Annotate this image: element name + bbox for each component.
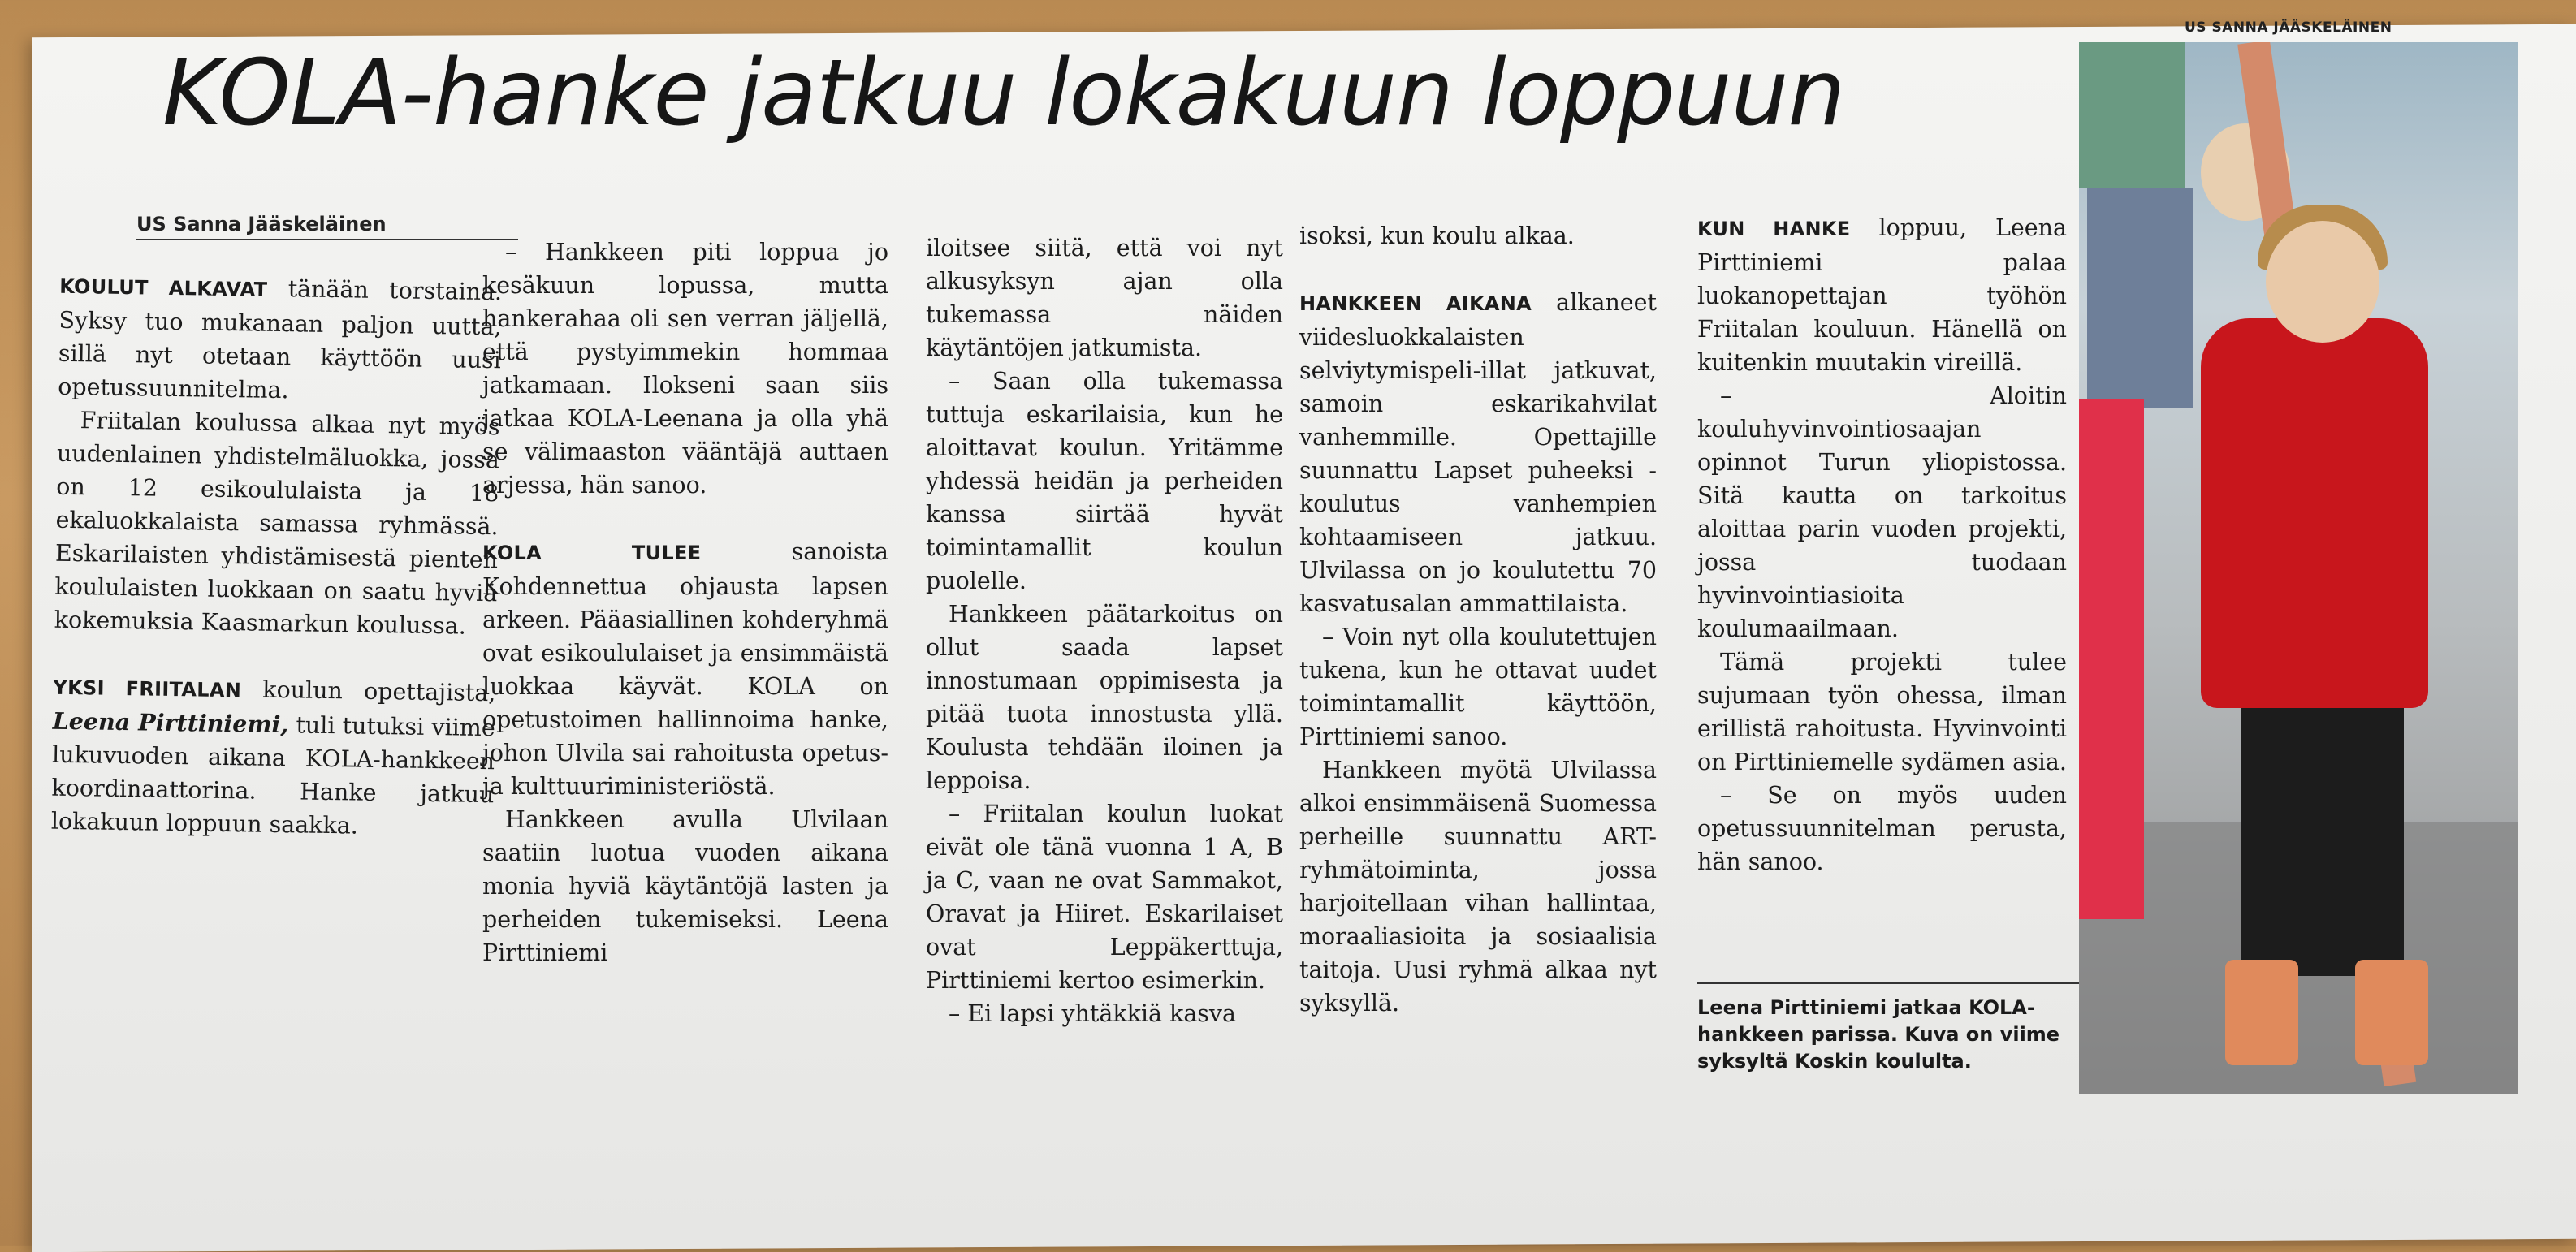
- caption-divider: [1697, 982, 2095, 984]
- paragraph: iloitsee siitä, että voi nyt alkusyksyn ajan olla tukemassa näiden käytäntöjen jatkumista.: [926, 235, 1283, 361]
- article-headline: KOLA-hanke jatkuu lokakuun loppuun: [162, 41, 1845, 146]
- article-column-4: [1299, 219, 1657, 1020]
- photo-woman-jacket: [2201, 318, 2428, 708]
- lead-in: KUN HANKE: [1697, 218, 1851, 240]
- paragraph-text: loppuu, Leena Pirttiniemi palaa luokanopettajan työhön Friitalan kouluun. Hänellä on kuitenkin muutakin vireillä.: [1697, 214, 2068, 376]
- photo-caption: Leena Pirttiniemi jatkaa KOLA-hankkeen parissa. Kuva on viime syksyltä Koskin koululta.: [1697, 996, 2060, 1073]
- article-column-2: [482, 235, 888, 969]
- paragraph: Tämä projekti tulee sujumaan työn ohessa, ilman erillistä rahoitusta. Hyvinvointi on Pirttiniemelle sydämen asia.: [1697, 649, 2067, 775]
- photo-boot-left: [2225, 960, 2298, 1065]
- photo-boot-right: [2355, 960, 2428, 1065]
- article-byline: US Sanna Jääskeläinen: [136, 213, 518, 240]
- paragraph-text: tänään torstaina. Syksy tuo mukanaan paljon uutta, sillä nyt otetaan käyttöön uusi opetussuunnitelma.: [57, 274, 503, 404]
- lead-in: HANKKEEN AIKANA: [1299, 292, 1532, 315]
- photo-woman-pants: [2241, 708, 2404, 976]
- paragraph: [482, 535, 888, 803]
- person-name: Leena Pirttiniemi,: [52, 706, 289, 739]
- paragraph: – Voin nyt olla koulutettujen tukena, kun he ottavat uudet toimintamallit käyttöön, Pirttiniemi sanoo.: [1299, 624, 1657, 750]
- paragraph: Hankkeen päätarkoitus on ollut saada lapset innostumaan oppimisesta ja pitää tuota innostusta yllä. Koulusta tehdään iloinen ja leppoisa.: [926, 601, 1283, 794]
- paragraph: Friitalan koulussa alkaa nyt myös uudenlainen yhdistelmäluokka, jossa on 12 esikoululaista ja 18 ekaluokkalaista samassa ryhmässä. Eskarilaisten yhdistämisestä pienten koululaisten luokkaan on saatu hyviä kokemuksia Kaasmarkun koulussa.: [54, 407, 500, 640]
- paragraph: [1299, 286, 1657, 620]
- paragraph-text: alkaneet viidesluokkalaisten selviytymispeli-illat jatkuvat, samoin eskarikahvilat vanhemmille. Opettajille suunnattu Lapset puheeksi -koulutus vanhempien kohtaamiseen jatkuu. Ulvilassa on jo koulutettu 70 kasvatusalan ammattilaista.: [1299, 289, 1657, 617]
- paragraph: isoksi, kun koulu alkaa.: [1299, 222, 1575, 249]
- lead-in: KOLA TULEE: [482, 542, 702, 564]
- article-photo: [2079, 42, 2518, 1094]
- paragraph: – Ei lapsi yhtäkkiä kasva: [949, 1000, 1237, 1027]
- photo-child-pants: [2087, 188, 2193, 408]
- lead-in: YKSI FRIITALAN: [53, 676, 242, 702]
- article-column-3: [926, 231, 1283, 1030]
- photo-credit: US SANNA JÄÄSKELÄINEN: [2185, 19, 2392, 36]
- paragraph: – Se on myös uuden opetussuunnitelman perusta, hän sanoo.: [1697, 782, 2067, 875]
- photo-child-jacket: [2079, 42, 2185, 188]
- paragraph: – Friitalan koulun luokat eivät ole tänä vuonna 1 A, B ja C, vaan ne ovat Sammakot, Oravat ja Hiiret. Eskarilaiset ovat Leppäkerttuja, Pirttiniemi kertoo esimerkin.: [926, 801, 1283, 994]
- photo-child-pink: [2079, 399, 2144, 919]
- article-column-1: [51, 269, 503, 844]
- photo-woman-face: [2266, 221, 2379, 343]
- article-column-5: [1697, 211, 2067, 879]
- paragraph: Hankkeen myötä Ulvilassa alkoi ensimmäisenä Suomessa perheille suunnattu ART-ryhmätoiminta, jossa harjoitellaan vihan hallintaa, moraaliasioita ja sosiaalisia taitoja. Uusi ryhmä alkaa nyt syksyllä.: [1299, 757, 1657, 1017]
- paragraph-text: tuli tutuksi viime lukuvuoden aikana KOLA-hankkeen koordinaattorina. Hanke jatkuu lokakuun loppuun saakka.: [50, 711, 495, 840]
- paragraph: [58, 269, 503, 411]
- paragraph: Hankkeen avulla Ulvilaan saatiin luotua vuoden aikana monia hyviä käytäntöjä lasten ja perheiden tukemiseksi. Leena Pirttiniemi: [482, 806, 888, 966]
- paragraph: [1697, 211, 2067, 379]
- paragraph: – Aloitin kouluhyvinvointiosaajan opinnot Turun yliopistossa. Sitä kautta on tarkoitus aloittaa parin vuoden projekti, jossa tuodaan hyvinvointiasioita koulumaailmaan.: [1697, 382, 2067, 642]
- paragraph-text: sanoista Kohdennettua ohjausta lapsen arkeen. Pääasiallinen kohderyhmä ovat esikoululaiset ja ensimmäistä luokkaa käyvät. KOLA on opetustoimen hallinnoima hanke, johon Ulvila sai rahoitusta opetus- ja kulttuuriministeriöstä.: [482, 538, 888, 800]
- paragraph: – Saan olla tukemassa tuttuja eskarilaisia, kun he aloittavat koulun. Yritämme yhdessä heidän ja perheiden kanssa siirtää hyvät toimintamallit koulun puolelle.: [926, 368, 1283, 594]
- paragraph: – Hankkeen piti loppua jo kesäkuun lopussa, mutta hankerahaa oli sen verran jäljellä, että pystyimmekin hommaa jatkamaan. Ilokseni saan siis jatkaa KOLA-Leenana ja olla yhä se välimaaston vääntäjä auttaen arjessa, hän sanoo.: [482, 239, 888, 499]
- lead-in: KOULUT ALKAVAT: [58, 274, 268, 301]
- paragraph-text: koulun opettajista,: [240, 676, 496, 707]
- paragraph: [51, 670, 496, 845]
